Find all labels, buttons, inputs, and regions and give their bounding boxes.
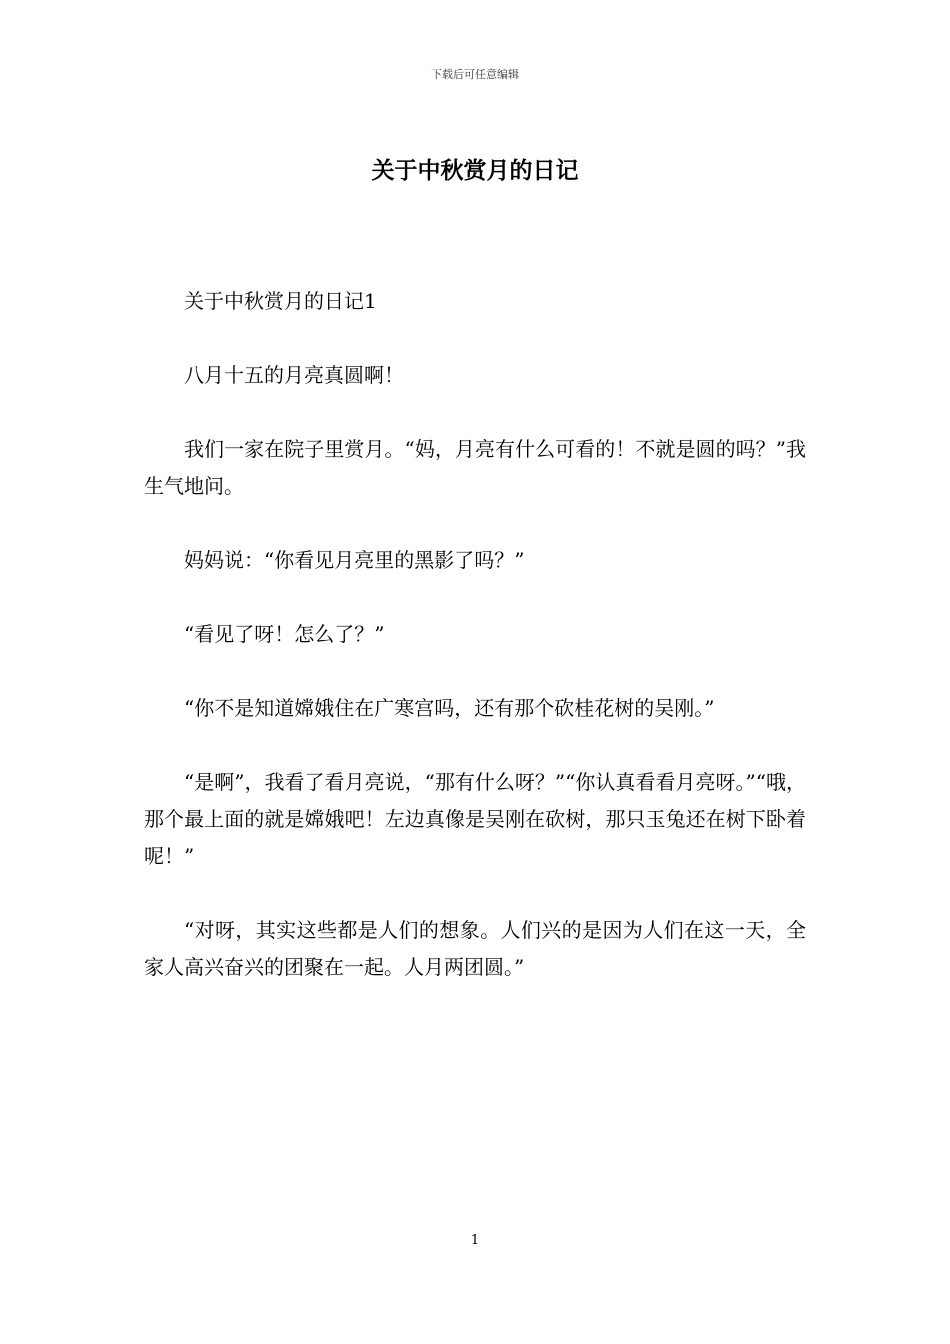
paragraph-7: “是啊”，我看了看月亮说，“那有什么呀？”“你认真看看月亮呀。”“哦，那个最上面的就是嫦娥吧！左边真像是吴刚在砍树，那只玉兔还在树下卧着呢！” xyxy=(144,770,806,868)
paragraph-5: “看见了呀！怎么了？” xyxy=(184,622,385,646)
paragraph-4: 妈妈说：“你看见月亮里的黑影了吗？” xyxy=(184,548,525,572)
paragraph-8: “对呀，其实这些都是人们的想象。人们兴的是因为人们在这一天，全家人高兴奋兴的团聚在一起。人月两团圆。” xyxy=(144,918,806,979)
header-note: 下载后可任意编辑 xyxy=(431,68,519,81)
document-title: 关于中秋赏月的日记 xyxy=(371,157,579,184)
paragraph-2: 八月十五的月亮真圆啊！ xyxy=(184,363,404,387)
paragraph-1: 关于中秋赏月的日记1 xyxy=(184,289,377,313)
paragraph-3: 我们一家在院子里赏月。“妈，月亮有什么可看的！不就是圆的吗？”我生气地问。 xyxy=(144,437,806,498)
paragraph-6: “你不是知道嫦娥住在广寒宫吗，还有那个砍桂花树的吴刚。” xyxy=(184,696,715,720)
document-body xyxy=(144,283,806,1023)
page-number: 1 xyxy=(470,1233,480,1248)
